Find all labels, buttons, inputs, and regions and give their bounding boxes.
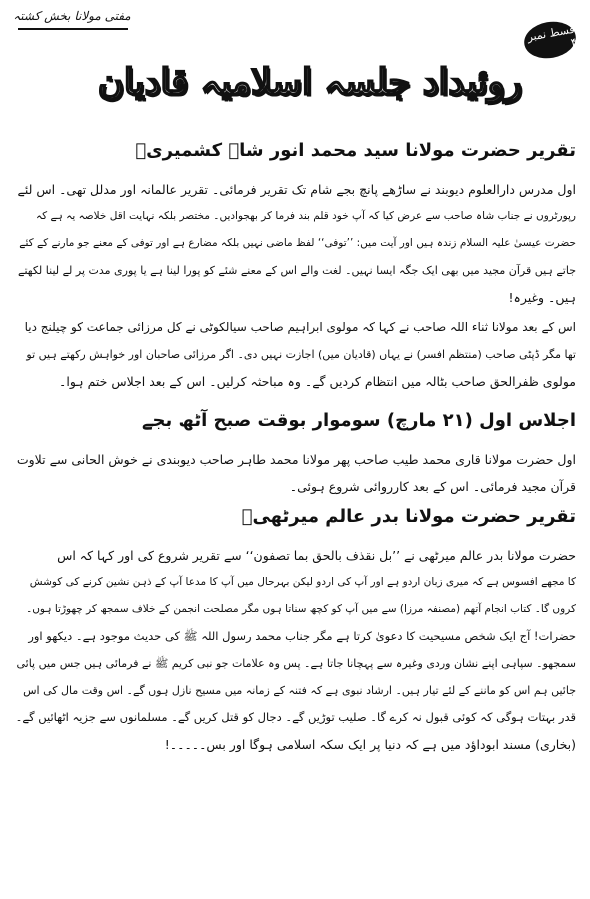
section2-body (14, 446, 576, 500)
section1-heading: تقریر حضرت مولانا سید محمد انور شاہ کشمیریؒ (135, 140, 576, 161)
body-line: (بخاری) مسند ابوداؤد میں ہے کہ دنیا پر ایک سکہ اسلامی ہوگا اور بس۔۔۔۔۔! (164, 737, 576, 752)
section2-heading: اجلاس اول (۲۱ مارچ) سوموار بوقت صبح آٹھ بجے (141, 410, 576, 431)
para2-body (14, 314, 576, 395)
body-line: مولوی ظفرالحق صاحب بٹالہ میں انتظام کردیں گے۔ وہ مباحثہ کرلیں۔ اس کے بعد اجلاس ختم ہوا۔ (59, 374, 576, 389)
section1-body (14, 176, 576, 311)
section3-body (14, 542, 576, 758)
installment-badge: قسط نمبر ۴ (521, 18, 578, 62)
section3-heading: تقریر حضرت مولانا بدر عالم میرٹھیؒ (241, 506, 576, 527)
byline-underline (18, 28, 128, 30)
body-line: اول مدرس دارالعلوم دیوبند نے ساڑھے پانچ بجے شام تک تقریر فرمائی۔ تقریر عالمانہ اور مدلل تھی۔ اس لئے (17, 182, 576, 197)
body-line: کا مجھے افسوس ہے کہ میری زبان اردو ہے اور آپ کی اردو لیکن بہرحال میں آپ کا مدعا آپ کے ذہن نشین کرنے کی کوشش (29, 576, 576, 588)
body-line: حضرت عیسیٰ علیہ السلام زندہ ہیں اور آیت میں: ’’توفی‘‘ لفظ ماضی نہیں بلکہ مضارع ہے اور توفی کے معنے جو مارنے کے کئے (19, 237, 576, 249)
body-line: اس کے بعد مولانا ثناء اللہ صاحب نے کہا کہ مولوی ابراہیم صاحب سیالکوٹی نے کل مرزائی جماعت کو چیلنج دیا (24, 320, 576, 334)
body-line: جائیں ہم اس کو ماننے کے لئے تیار ہیں۔ ارشاد نبوی ہے کہ فتنہ کے زمانہ میں مسیح نازل ہوں گے۔ اس وقت مال کی اس (23, 684, 576, 697)
body-line: ہیں۔ وغیرہ! (508, 290, 576, 305)
body-line: جاتے ہیں قرآن مجید میں بھی ایک جگہ ایسا نہیں۔ لغت والے اس کے معنے شئے کو پورا لینا ہے یا پوری مدت پر لے لینا لکھتے (18, 264, 576, 277)
body-line: اول حضرت مولانا قاری محمد طیب صاحب پھر مولانا محمد طاہر صاحب دیوبندی نے خوش الحانی سے تلاوت (16, 452, 576, 467)
title-banner (96, 46, 524, 118)
body-line: سمجھو۔ سپاہی اپنے نشان وردی وغیرہ سے پہچانا جاتا ہے۔ پس وہ علامات جو نبی کریم ﷺ نے فرمائی ہیں جس میں پائی (16, 657, 576, 670)
body-line: حضرات! آج ایک شخص مسیحیت کا دعویٰ کرتا ہے مگر جناب محمد رسول اللہ ﷺ کی حدیث موجود ہے۔ دیکھو اور (28, 629, 576, 643)
body-line: حضرت مولانا بدر عالم میرٹھی نے ’’بل نقذف بالحق بما تصفون‘‘ سے تقریر شروع کی اور کہا کہ اس (57, 548, 576, 563)
body-line: رپورٹروں نے جناب شاہ صاحب سے عرض کیا کہ آپ خود قلم بند فرما کر بھجوادیں۔ مختصر بلکہ نہایت اقل خلاصہ یہ ہے کہ (36, 210, 576, 222)
body-line: تھا مگر ڈپٹی صاحب (منتظم افسر) نے یہاں (قادیان میں) اجازت نہیں دی۔ اگر مرزائی صاحبان اور خواہش رکھتے ہیں تو (26, 348, 576, 361)
article-title: روئیداد جلسہ اسلامیہ قادیان (97, 61, 523, 103)
body-line: کروں گا۔ کتاب انجام آتھم (مصنفہ مرزا) سے میں آپ کو کچھ سناتا ہوں مگر مصلحت انجمن کے خلاف سمجھ کر چھوڑتا ہوں۔ (26, 603, 576, 615)
author-byline: مفتی مولانا بخش کشتہ (13, 9, 131, 23)
body-line: قرآن مجید فرمائی۔ اس کے بعد کارروائی شروع ہوئی۔ (289, 479, 576, 494)
body-line: قدر بہتات ہوگی کہ کوئی قبول نہ کرے گا۔ صلیب توڑیں گے۔ دجال کو قتل کریں گے۔ مسلمانوں سے جزیہ اٹھائیں گے۔ (15, 710, 576, 724)
